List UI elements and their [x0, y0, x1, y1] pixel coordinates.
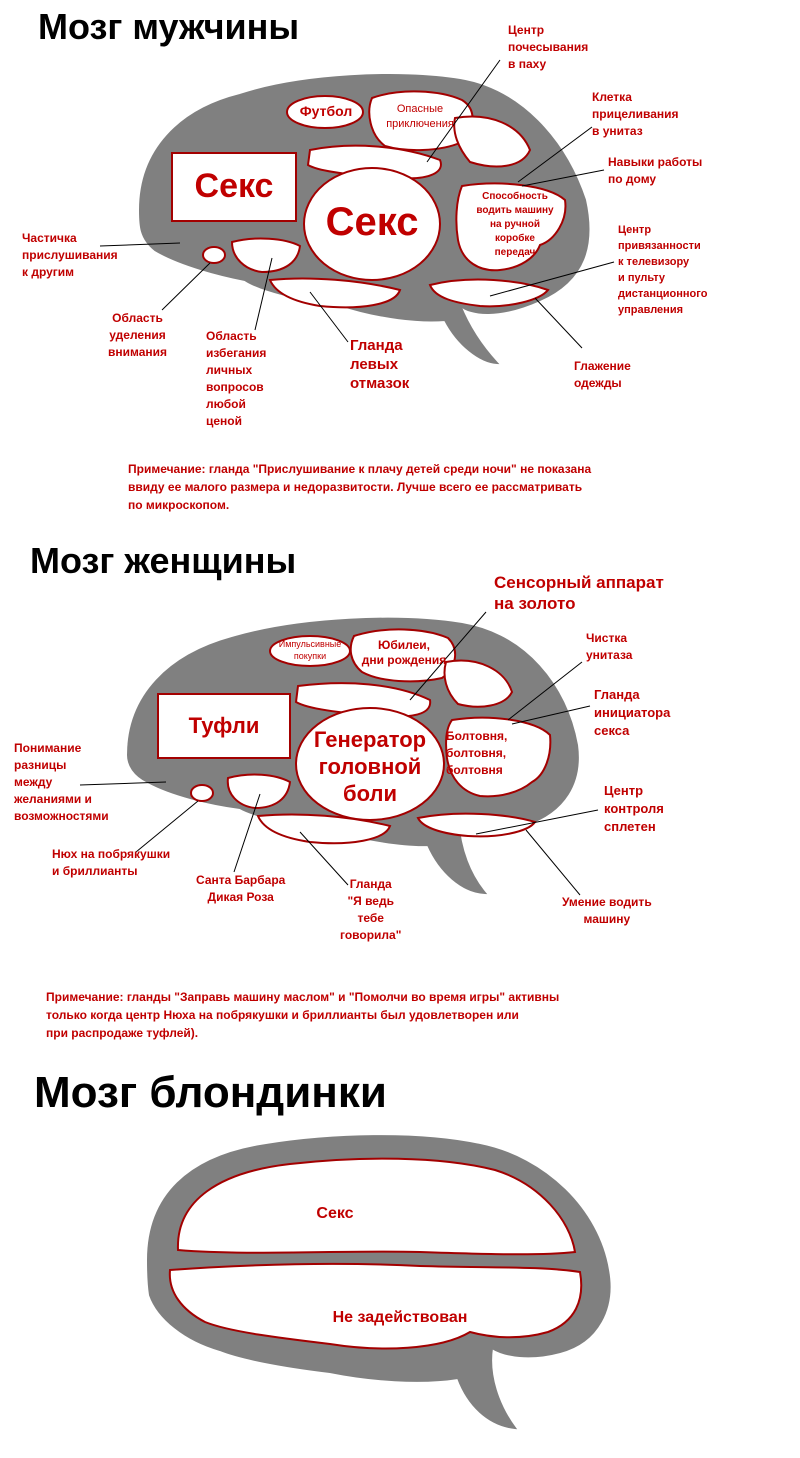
- male-sex-oval-text: Секс: [325, 200, 419, 244]
- male-gearbox-text: Способность водить машину на ручной коробке передач: [476, 191, 554, 258]
- label-gossip: Центр контроля сплетен: [604, 783, 664, 834]
- male-attention-region: [203, 247, 225, 263]
- leader-ironing: [535, 298, 582, 348]
- female-impulse-text: Импульсивные покупки: [278, 639, 342, 661]
- label-sex-initiator: Гланда инициатора секса: [594, 687, 671, 738]
- blonde-brain-drawing: [0, 1060, 800, 1458]
- label-ironing: Глажение одежды: [574, 359, 631, 390]
- female-anniversary-text: Юбилеи, дни рождения: [361, 638, 447, 667]
- label-driving: Умение водить машину: [562, 895, 652, 926]
- female-chatter-text: Болтовня, болтовня, болтовня: [446, 729, 508, 777]
- label-attention: Область уделения внимания: [108, 311, 168, 359]
- female-headache-text: Генератор головной боли: [313, 727, 427, 806]
- female-brain-section: [0, 520, 800, 1060]
- label-avoiding-personal: Область избегания личных вопросов любой ценой: [206, 329, 267, 428]
- female-shoes-text: Туфли: [188, 713, 260, 738]
- label-wants-vs-means: Понимание разницы между желаниями и возможностями: [14, 741, 109, 823]
- blonde-brain-title: Мозг блондинки: [34, 1068, 387, 1117]
- label-jewelry-sense: Нюх на побрякушки и бриллианты: [52, 847, 171, 878]
- leader-attention: [162, 263, 210, 310]
- male-sex-box-text: Секс: [194, 167, 274, 205]
- label-excuses: Гланда левых отмазок: [350, 337, 410, 392]
- label-housework: Навыки работы по дому: [608, 155, 703, 186]
- label-santa-barbara: Санта Барбара Дикая Роза: [196, 873, 286, 904]
- label-toilet-aiming: Клетка прицеливания в унитаз: [592, 90, 679, 138]
- label-toilet-cleaning: Чистка унитаза: [586, 631, 633, 662]
- male-brain-section: [0, 0, 800, 520]
- label-groin-scratching: Центр почесывания в паху: [508, 23, 589, 71]
- label-tv-remote: Центр привязанности к телевизору и пульту дистанционного управления: [618, 224, 708, 316]
- male-footnote: Примечание: гланда "Прислушивание к плачу детей среди ночи" не показана ввиду ее малого размера и недоразвитости. Лучше всего ее рассматривать по микроскопом.: [128, 462, 592, 512]
- female-footnote: Примечание: гланды "Заправь машину маслом" и "Помолчи во время игры" активны только когда центр Нюха на побрякушки и бриллианты был удовлетворен или при распродаже туфлей).: [46, 990, 560, 1040]
- blonde-brain-section: [0, 1060, 800, 1458]
- female-brain-title: Мозг женщины: [30, 540, 297, 581]
- label-told-you: Гланда "Я ведь тебе говорила": [340, 877, 402, 942]
- male-football-text: Футбол: [299, 103, 353, 119]
- leader-driving: [526, 830, 580, 895]
- label-listening: Частичка прислушивания к другим: [22, 231, 118, 279]
- blonde-unused-text: Не задействован: [332, 1309, 468, 1326]
- female-jewelry-region: [191, 785, 213, 801]
- male-adventures-text: Опасные приключения: [386, 103, 454, 130]
- label-gold-sensor: Сенсорный аппарат на золото: [494, 573, 664, 613]
- leader-jewelry: [136, 801, 198, 852]
- male-brain-title: Мозг мужчины: [38, 6, 300, 47]
- blonde-sex-text: Секс: [316, 1205, 354, 1222]
